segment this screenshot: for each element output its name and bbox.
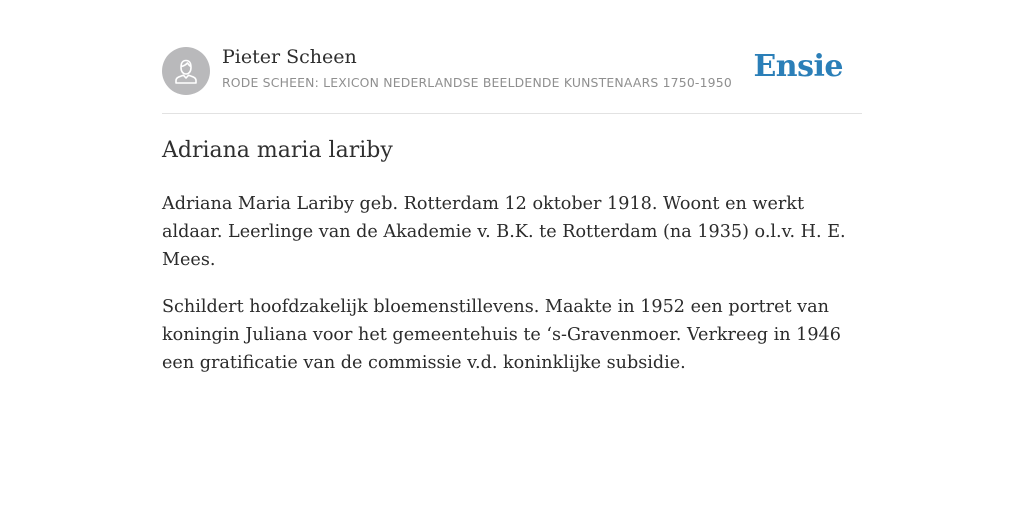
user-icon [162, 47, 210, 95]
article-card [162, 44, 862, 373]
brand-logo[interactable]: Ensie [753, 49, 843, 84]
article-header [162, 44, 862, 114]
paragraph: Schildert hoofdzakelijk bloemenstillevens. Maakte in 1952 een portret van koningin Juliana voor het gemeentehuis te ‘s-Gravenmoer. Verkreeg in 1946 een gratificatie van de commissie v.d. koninklijke subsidie. [162, 297, 841, 373]
paragraph: Adriana Maria Lariby geb. Rotterdam 12 oktober 1918. Woont en werkt aldaar. Leerlinge van de Akademie v. B.K. te Rotterdam (na 1935) o.l.v. H. E. Mees. [162, 194, 846, 270]
article-body [162, 190, 862, 396]
avatar[interactable] [162, 47, 210, 95]
author-name[interactable]: Pieter Scheen [222, 46, 357, 68]
page-title: Adriana maria lariby [162, 138, 393, 163]
source-title[interactable]: RODE SCHEEN: LEXICON NEDERLANDSE BEELDENDE KUNSTENAARS 1750-1950 [222, 75, 732, 90]
